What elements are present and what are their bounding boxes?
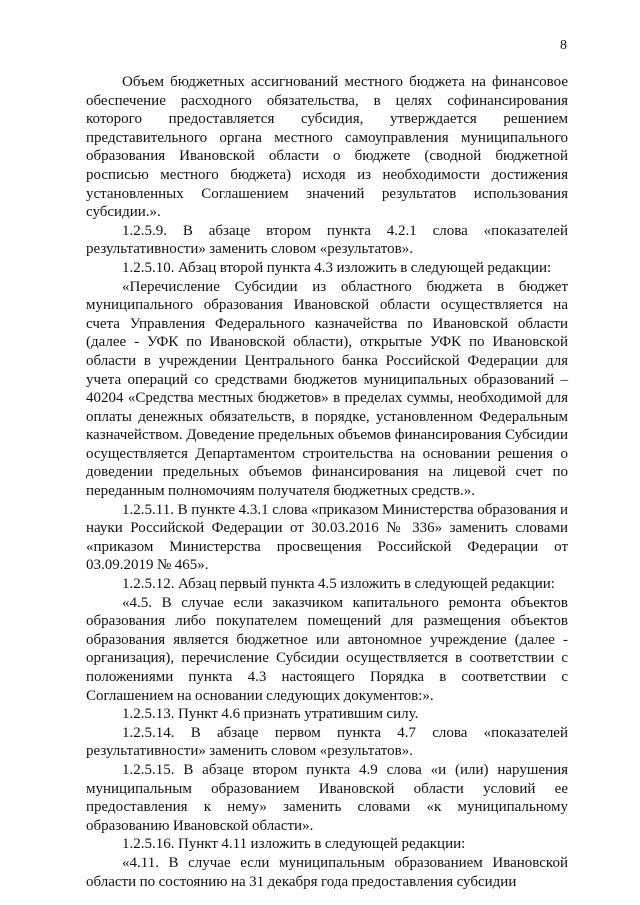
paragraph-1-2-5-16: 1.2.5.16. Пункт 4.11 изложить в следующей редакции:	[122, 836, 466, 853]
paragraph-1-2-5-11: 1.2.5.11. В пункте 4.3.1 слова «приказом Министерства образования и науки Российской Федерации от 30.03.2016 № 336» заменить словами «приказом Министерства просвещения Российской Федерации от 03.09.2019 № 465».	[86, 501, 568, 574]
paragraph-4-5: «4.5. В случае если заказчиком капитального ремонта объектов образования либо покупателем помещений для размещения объектов образования является бюджетное или автономное учреждение (далее - организация), перечисление Субсидии осуществляется в соответствии с положениями пункта 4.3 настоящего Порядка в соответствии с Соглашением на основании следующих документов:».	[86, 594, 568, 704]
paragraph-subsidy-transfer: «Перечисление Субсидии из областного бюджета в бюджет муниципального образования Ивановской области осуществляется на счета Управления Федерального казначейства по Ивановской области (далее - УФК по Ивановской области), открытые УФК по Ивановской области в учреждении Центрального банка Российской Федерации для учета операций со средствами бюджетов муниципальных образований – 40204 «Средства местных бюджетов» в пределах суммы, необходимой для оплаты денежных обязательств, в порядке, установленном Федеральным казначейством. Доведение предельных объемов финансирования Субсидии осуществляется Департаментом строительства на основании решения о доведении предельных объемов финансирования на лицевой счет по переданным полномочиям получателя бюджетных средств.».	[86, 278, 568, 500]
paragraph-1-2-5-12: 1.2.5.12. Абзац первый пункта 4.5 изложить в следующей редакции:	[122, 576, 555, 593]
paragraph-1-2-5-13: 1.2.5.13. Пункт 4.6 признать утратившим силу.	[122, 706, 419, 723]
document-body	[86, 73, 568, 891]
paragraph-1-2-5-14: 1.2.5.14. В абзаце первом пункта 4.7 слова «показателей результативности» заменить словом «результатов».	[86, 724, 568, 760]
paragraph-1-2-5-10: 1.2.5.10. Абзац второй пункта 4.3 изложить в следующей редакции:	[122, 259, 552, 276]
paragraph-1-2-5-9: 1.2.5.9. В абзаце втором пункта 4.2.1 слова «показателей результативности» заменить словом «результатов».	[86, 222, 568, 258]
paragraph-4-11: «4.11. В случае если муниципальным образованием Ивановской области по состоянию на 31 декабря года предоставления субсидии	[86, 854, 568, 890]
page-number: 8	[560, 38, 567, 53]
paragraph-budget-allocations: Объем бюджетных ассигнований местного бюджета на финансовое обеспечение расходного обязательства, в целях софинансирования которого предоставляется субсидия, утверждается решением представительного органа местного самоуправления муниципального образования Ивановской области о бюджете (сводной бюджетной росписью местного бюджета) исходя из необходимости достижения установленных Соглашением значений результатов использования субсидии.».	[86, 74, 568, 221]
paragraph-1-2-5-15: 1.2.5.15. В абзаце втором пункта 4.9 слова «и (или) нарушения муниципальным образованием Ивановской области условий ее предоставления к нему» заменить словами «к муниципальному образованию Ивановской области».	[86, 761, 568, 834]
